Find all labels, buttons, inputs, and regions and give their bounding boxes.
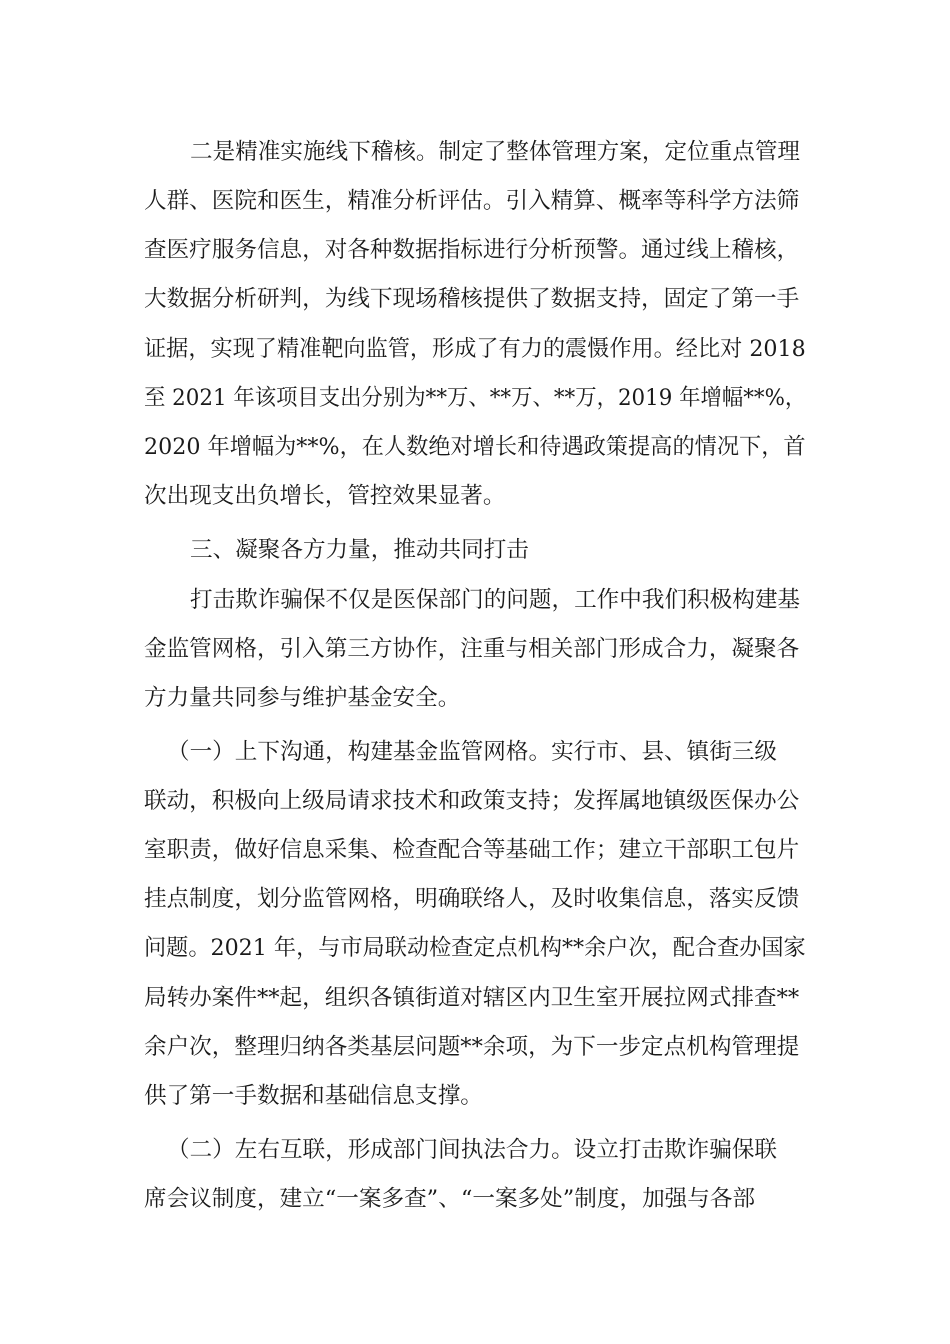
paragraph-line: 金监管网格，引入第三方协作，注重与相关部门形成合力，凝聚各 xyxy=(144,636,800,662)
paragraph-line: 席会议制度，建立“一案多查”、“一案多处”制度，加强与各部 xyxy=(144,1186,756,1212)
paragraph-line: 次出现支出负增长，管控效果显著。 xyxy=(144,483,506,509)
paragraph-line: 方力量共同参与维护基金安全。 xyxy=(144,685,461,711)
paragraph-line: 联动，积极向上级局请求技术和政策支持；发挥属地镇级医保办公 xyxy=(144,788,800,814)
paragraph-line: 2020 年增幅为**%，在人数绝对增长和待遇政策提高的情况下，首 xyxy=(144,434,806,460)
paragraph-line: 室职责，做好信息采集、检查配合等基础工作；建立干部职工包片 xyxy=(144,837,800,863)
paragraph-line: 挂点制度，划分监管网格，明确联络人，及时收集信息，落实反馈 xyxy=(144,886,800,912)
paragraph-line: （一）上下沟通，构建基金监管网格。实行市、县、镇街三级 xyxy=(167,739,778,765)
paragraph-line: 大数据分析研判，为线下现场稽核提供了数据支持，固定了第一手 xyxy=(144,286,800,312)
paragraph-line: （二）左右互联，形成部门间执法合力。设立打击欺诈骗保联 xyxy=(167,1137,778,1163)
paragraph-line: 二是精准实施线下稽核。制定了整体管理方案，定位重点管理 xyxy=(190,139,801,165)
paragraph-line: 余户次，整理归纳各类基层问题**余项，为下一步定点机构管理提 xyxy=(144,1034,800,1060)
paragraph-line: 供了第一手数据和基础信息支撑。 xyxy=(144,1083,483,1109)
paragraph-line: 局转办案件**起，组织各镇街道对辖区内卫生室开展拉网式排查** xyxy=(144,985,800,1011)
section-heading: 三、凝聚各方力量，推动共同打击 xyxy=(190,537,529,563)
paragraph-line: 至 2021 年该项目支出分别为**万、**万、**万，2019 年增幅**%， xyxy=(144,385,807,411)
paragraph-line: 人群、医院和医生，精准分析评估。引入精算、概率等科学方法筛 xyxy=(144,188,800,214)
paragraph-line: 查医疗服务信息，对各种数据指标进行分析预警。通过线上稽核， xyxy=(144,237,800,263)
paragraph-line: 打击欺诈骗保不仅是医保部门的问题，工作中我们积极构建基 xyxy=(190,587,801,613)
paragraph-line: 证据，实现了精准靶向监管，形成了有力的震慑作用。经比对 2018 xyxy=(144,336,806,362)
paragraph-line: 问题。2021 年，与市局联动检查定点机构**余户次，配合查办国家 xyxy=(144,935,806,961)
